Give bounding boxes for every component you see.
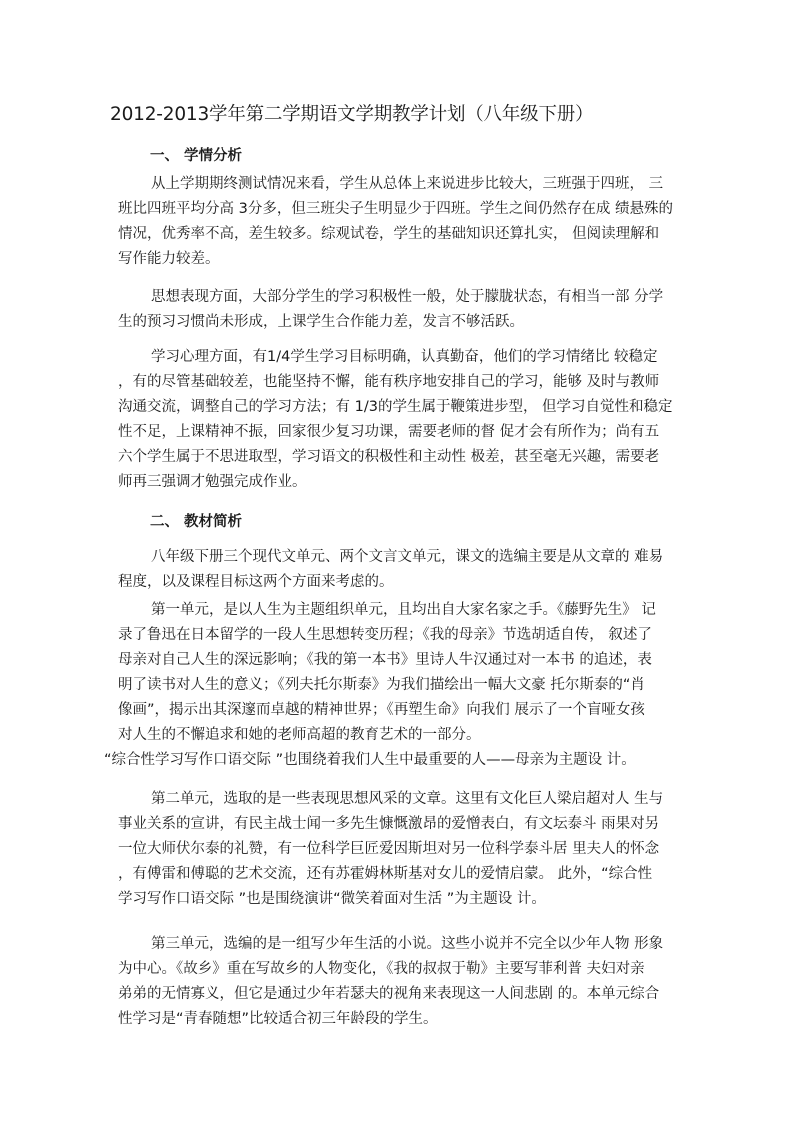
paragraph-psychology bbox=[118, 345, 690, 495]
paragraph-unit-one bbox=[118, 598, 690, 748]
paragraph-line: 学习写作口语交际 ”也是围绕演讲“微笑着面对生活 ”为主题设 计。 bbox=[118, 891, 546, 907]
paragraph-line: 从上学期期终测试情况来看，学生从总体上来说进步比较大，三班强于四班， 三 bbox=[151, 176, 664, 192]
paragraph-line: 情况，优秀率不高，差生较多。综观试卷，学生的基础知识还算扎实， 但阅读理解和 bbox=[118, 226, 660, 242]
paragraph-line: 写作能力较差。 bbox=[118, 251, 220, 267]
paragraph-line: 八年级下册三个现代文单元、两个文言文单元，课文的选编主要是从文章的 难易 bbox=[151, 549, 664, 565]
paragraph-line: 班比四班平均分高 3分多，但三班尖子生明显少于四班。学生之间仍然存在成 绩悬殊的 bbox=[118, 201, 673, 217]
paragraph-line: 录了鲁迅在日本留学的一段人生思想转变历程；《我的母亲》节选胡适自传， 叙述了 bbox=[118, 627, 652, 643]
paragraph-line: 弟弟的无情寡义，但它是通过少年若瑟夫的视角来表现这一人间悲剧 的。本单元综合 bbox=[118, 986, 660, 1002]
paragraph-textbook-overview bbox=[118, 545, 690, 595]
paragraph-line: 学习心理方面，有1/4学生学习目标明确，认真勤奋，他们的学习情绪比 较稳定 bbox=[151, 349, 658, 365]
paragraph-line: 性学习是“青春随想”比较适合初三年龄段的学生。 bbox=[118, 1011, 438, 1027]
paragraph-line: 明了读书对人生的意义；《列夫托尔斯泰》为我们描绘出一幅大文豪 托尔斯泰的“肖 bbox=[118, 677, 645, 693]
paragraph-line: 像画”，揭示出其深邃而卓越的精神世界；《再塑生命》向我们 展示了一个盲哑女孩 bbox=[118, 702, 645, 718]
paragraph-line: 沟通交流，调整自己的学习方法；有 1/3的学生属于鞭策进步型， 但学习自觉性和稳定 bbox=[118, 399, 673, 415]
paragraph-ideology bbox=[118, 285, 690, 335]
paragraph-line: “综合性学习写作口语交际 ”也围绕着我们人生中最重要的人——母亲为主题设 计。 bbox=[104, 752, 636, 768]
paragraph-line: 性不足，上课精神不振，回家很少复习功课，需要老师的督 促才会有所作为；尚有五 bbox=[118, 424, 660, 440]
paragraph-line: 生的预习习惯尚未形成，上课学生合作能力差，发言不够活跃。 bbox=[118, 314, 524, 330]
page-title: 2012-2013学年第二学期语文学期教学计划（八年级下册） bbox=[110, 104, 594, 125]
paragraph-unit-three bbox=[118, 932, 690, 1032]
paragraph-test-results bbox=[118, 172, 690, 272]
paragraph-line: 程度，以及课程目标这两个方面来考虑的。 bbox=[118, 574, 394, 590]
paragraph-line: ，有傅雷和傅聪的艺术交流，还有苏霍姆林斯基对女儿的爱情启蒙。 此外，“综合性 bbox=[118, 866, 653, 882]
paragraph-line: 第一单元，是以人生为主题组织单元，且均出自大家名家之手。《藤野先生》 记 bbox=[151, 602, 656, 618]
paragraph-line: 六个学生属于不思进取型，学习语文的积极性和主动性 极差，甚至毫无兴趣，需要老 bbox=[118, 449, 660, 465]
paragraph-line: 对人生的不懈追求和她的老师高超的教育艺术的一部分。 bbox=[118, 727, 481, 743]
paragraph-line: 第二单元，选取的是一些表现思想风采的文章。这里有文化巨人梁启超对人 生与 bbox=[151, 791, 664, 807]
paragraph-line: 第三单元，选编的是一组写少年生活的小说。这些小说并不完全以少年人物 形象 bbox=[151, 936, 664, 952]
paragraph-unit-one-trailing bbox=[104, 748, 704, 773]
section-heading-learning-analysis: 一、 学情分析 bbox=[150, 148, 243, 164]
paragraph-line: 思想表现方面，大部分学生的学习积极性一般，处于朦胧状态，有相当一部 分学 bbox=[151, 289, 664, 305]
paragraph-line: 一位大师伏尔泰的礼赞，有一位科学巨匠爱因斯坦对另一位科学泰斗居 里夫人的怀念 bbox=[118, 841, 660, 857]
paragraph-line: ，有的尽管基础较差，也能坚持不懈，能有秩序地安排自己的学习，能够 及时与教师 bbox=[118, 374, 660, 390]
paragraph-line: 师再三强调才勉强完成作业。 bbox=[118, 474, 307, 490]
section-heading-textbook-analysis: 二、 教材简析 bbox=[150, 514, 243, 530]
paragraph-line: 母亲对自己人生的深远影响；《我的第一本书》里诗人牛汉通过对一本书 的追述，表 bbox=[118, 652, 652, 668]
paragraph-line: 为中心。《故乡》重在写故乡的人物变化，《我的叔叔于勒》主要写菲利普 夫妇对亲 bbox=[118, 961, 645, 977]
paragraph-unit-two bbox=[118, 787, 690, 912]
paragraph-line: 事业关系的宣讲，有民主战士闻一多先生慷慨激昂的爱憎表白，有文坛泰斗 雨果对另 bbox=[118, 816, 660, 832]
